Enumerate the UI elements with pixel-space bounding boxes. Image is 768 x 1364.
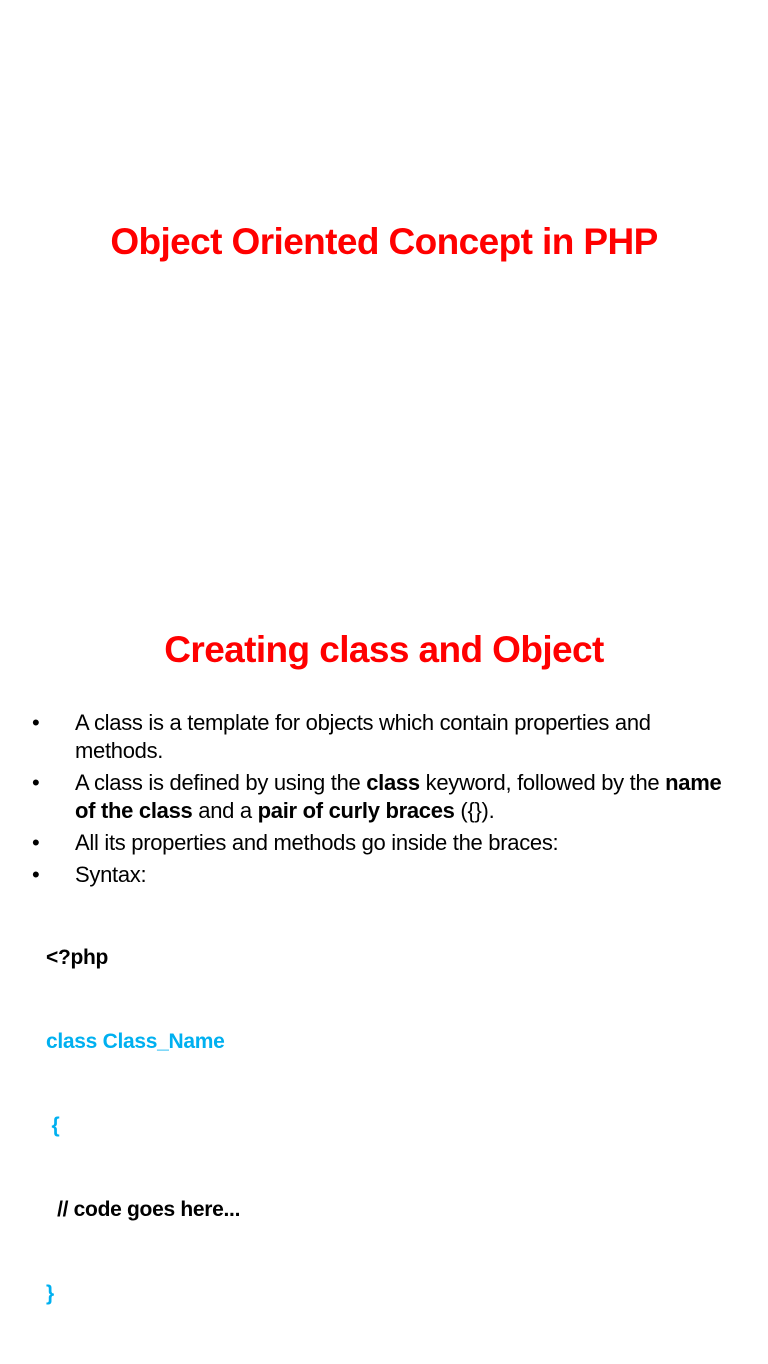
bullet-text: keyword, followed by the <box>419 770 666 795</box>
code-line-php-open: <?php <box>46 946 109 969</box>
bullet-dot-icon: • <box>32 710 40 735</box>
keyword-name-of-class: name of the class <box>75 770 722 823</box>
bullet-text: A class is defined by using the <box>75 770 367 795</box>
slide-2 <box>0 576 768 1305</box>
code-line-brace-close: } <box>46 1282 54 1305</box>
keyword-class: class <box>366 770 420 795</box>
bullet-text: Syntax: <box>75 862 147 887</box>
slide-2-title: Creating class and Object <box>164 629 604 670</box>
bullet-list <box>32 709 732 893</box>
code-line-comment: // code goes here... <box>46 1198 241 1221</box>
bullet-item <box>32 709 732 765</box>
code-block <box>46 888 240 1364</box>
bullet-dot-icon: • <box>32 770 40 795</box>
bullet-text: A class is a template for objects which contain properties and methods. <box>75 710 651 763</box>
bullet-text: ({}). <box>454 798 495 823</box>
bullet-item <box>32 829 732 857</box>
bullet-text: All its properties and methods go inside the braces: <box>75 830 559 855</box>
slide-1 <box>0 0 768 576</box>
bullet-dot-icon: • <box>32 862 40 887</box>
bullet-text: and a <box>192 798 258 823</box>
keyword-curly-braces: pair of curly braces <box>257 798 455 823</box>
bullet-dot-icon: • <box>32 830 40 855</box>
code-line-class: class Class_Name <box>46 1030 225 1053</box>
bullet-item <box>32 769 732 825</box>
bullet-item <box>32 861 732 889</box>
slide-1-title: Object Oriented Concept in PHP <box>110 221 658 262</box>
code-line-brace-open: { <box>46 1114 60 1137</box>
